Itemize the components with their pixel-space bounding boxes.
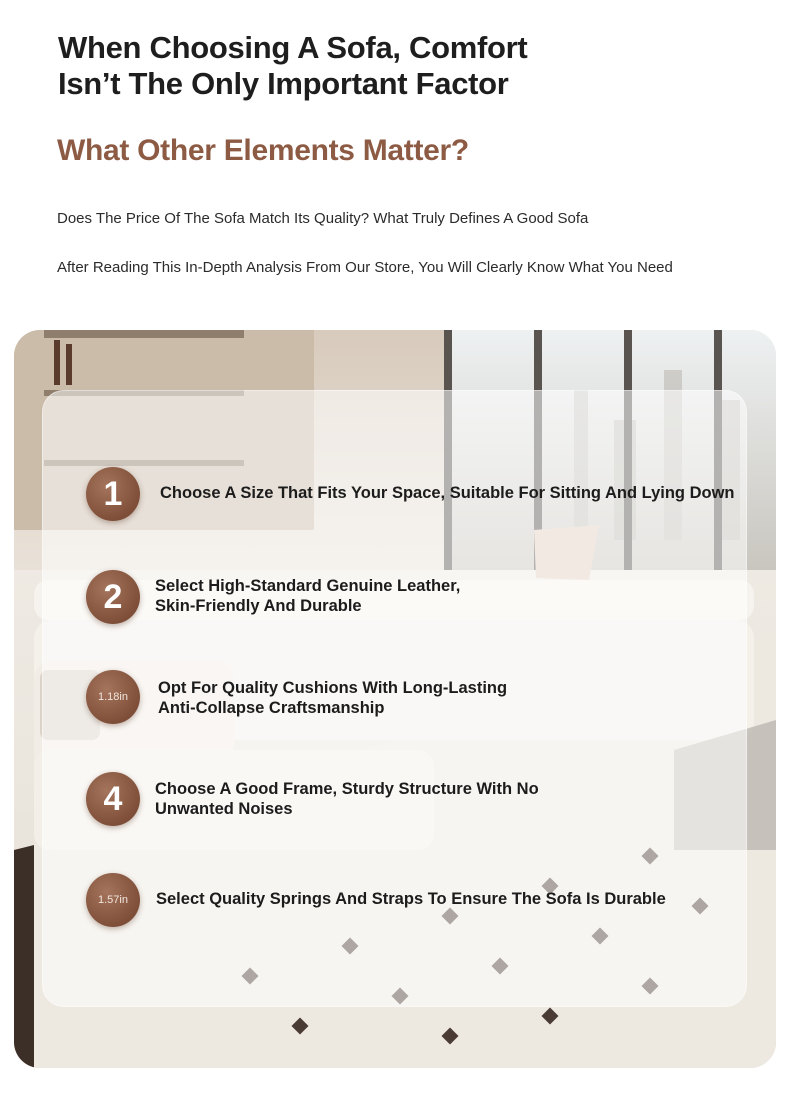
page-subtitle: What Other Elements Matter? — [57, 134, 469, 167]
number-badge-5: 1.57in — [86, 873, 140, 927]
feature-text-1: Choose A Size That Fits Your Space, Suitable For Sitting And Lying Down — [160, 484, 735, 502]
title-line-1: When Choosing A Sofa, Comfort — [58, 30, 528, 65]
feature-text-2: Select High-Standard Genuine Leather, Skin-Friendly And Durable — [155, 577, 461, 615]
features-panel — [42, 390, 747, 1007]
page-title — [58, 30, 527, 102]
number-badge-1: 1 — [86, 467, 140, 521]
intro-line-1: Does The Price Of The Sofa Match Its Quality? What Truly Defines A Good Sofa — [57, 210, 589, 227]
feature-text-5: Select Quality Springs And Straps To Ensure The Sofa Is Durable — [156, 890, 666, 908]
feature-text-3: Opt For Quality Cushions With Long-Lasting Anti-Collapse Craftsmanship — [158, 679, 508, 717]
feature-text-4: Choose A Good Frame, Sturdy Structure With No Unwanted Noises — [155, 780, 539, 818]
number-badge-3: 1.18in — [86, 670, 140, 724]
intro-line-2: After Reading This In-Depth Analysis From Our Store, You Will Clearly Know What You Need — [57, 259, 673, 276]
number-badge-2: 2 — [86, 570, 140, 624]
number-badge-4: 4 — [86, 772, 140, 826]
title-line-2: Isn’t The Only Important Factor — [58, 66, 509, 101]
